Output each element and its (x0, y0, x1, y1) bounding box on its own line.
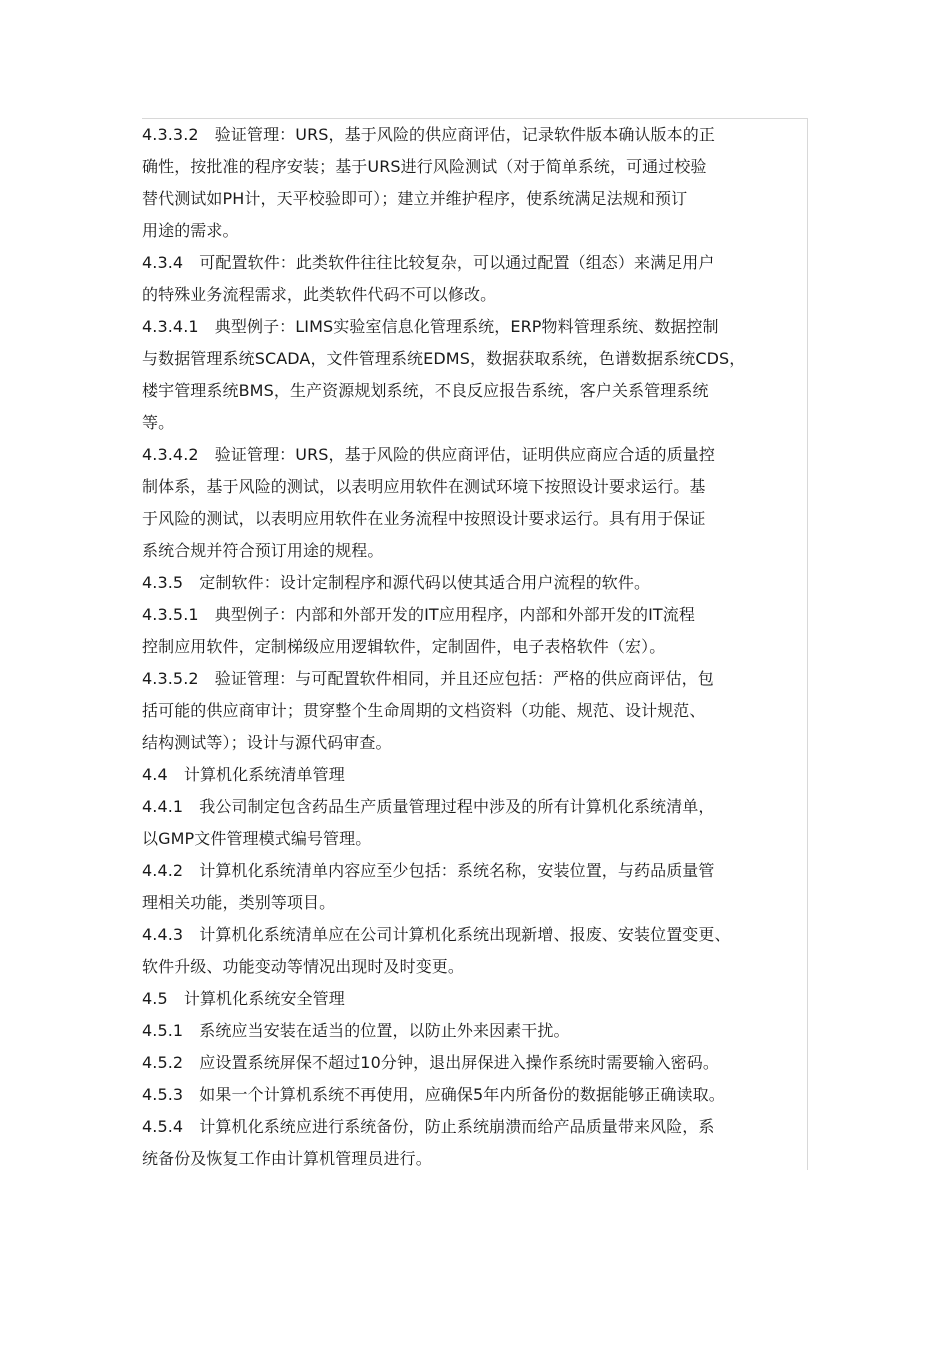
text-line: 4.5.4 计算机化系统应进行系统备份，防止系统崩溃而给产品质量带来风险，系 (142, 1117, 715, 1136)
paragraph-4-5-1 (142, 1015, 807, 1047)
text-line: 控制应用软件，定制梯级应用逻辑软件，定制固件，电子表格软件（宏）。 (142, 637, 666, 656)
text-line: 与数据管理系统SCADA，文件管理系统EDMS，数据获取系统，色谱数据系统CDS， (142, 349, 746, 368)
paragraph-4-4 (142, 759, 807, 791)
paragraph-4-5-4 (142, 1111, 807, 1175)
text-line: 4.3.4.1 典型例子：LIMS实验室信息化管理系统，ERP物料管理系统、数据控制 (142, 317, 719, 336)
text-line: 于风险的测试，以表明应用软件在业务流程中按照设计要求运行。具有用于保证 (142, 509, 706, 528)
text-line: 4.3.5 定制软件：设计定制程序和源代码以使其适合用户流程的软件。 (142, 573, 651, 592)
text-line: 4.5.3 如果一个计算机系统不再使用，应确保5年内所备份的数据能够正确读取。 (142, 1085, 725, 1104)
text-line: 统备份及恢复工作由计算机管理员进行。 (142, 1149, 432, 1168)
text-line: 4.5.2 应设置系统屏保不超过10分钟，退出屏保进入操作系统时需要输入密码。 (142, 1053, 719, 1072)
text-line: 4.4.2 计算机化系统清单内容应至少包括：系统名称，安装位置，与药品质量管 (142, 861, 715, 880)
text-line: 4.3.4.2 验证管理：URS，基于风险的供应商评估，证明供应商应合适的质量控 (142, 445, 715, 464)
document-body (142, 118, 808, 1170)
text-line: 4.3.5.2 验证管理：与可配置软件相同，并且还应包括：严格的供应商评估，包 (142, 669, 714, 688)
paragraph-4-5-3 (142, 1079, 807, 1111)
text-line: 软件升级、功能变动等情况出现时及时变更。 (142, 957, 465, 976)
text-line: 等。 (142, 413, 175, 432)
text-line: 4.3.3.2 验证管理：URS，基于风险的供应商评估，记录软件版本确认版本的正 (142, 125, 715, 144)
text-line: 4.5.1 系统应当安装在适当的位置，以防止外来因素干扰。 (142, 1021, 570, 1040)
text-line: 4.4.3 计算机化系统清单应在公司计算机化系统出现新增、报废、安装位置变更、 (142, 925, 731, 944)
text-line: 理相关功能，类别等项目。 (142, 893, 336, 912)
text-line: 括可能的供应商审计；贯穿整个生命周期的文档资料（功能、规范、设计规范、 (142, 701, 706, 720)
text-line: 4.5 计算机化系统安全管理 (142, 989, 345, 1008)
text-line: 4.4.1 我公司制定包含药品生产质量管理过程中涉及的所有计算机化系统清单， (142, 797, 715, 816)
text-line: 4.4 计算机化系统清单管理 (142, 765, 345, 784)
paragraph-4-3-5 (142, 567, 807, 599)
text-line: 系统合规并符合预订用途的规程。 (142, 541, 384, 560)
text-line: 替代测试如PH计，天平校验即可）；建立并维护程序，使系统满足法规和预订 (142, 189, 688, 208)
text-line: 4.3.4 可配置软件：此类软件往往比较复杂，可以通过配置（组态）来满足用户 (142, 253, 715, 272)
paragraph-4-5-2 (142, 1047, 807, 1079)
paragraph-4-4-1 (142, 791, 807, 855)
paragraph-4-3-5-1 (142, 599, 807, 663)
paragraph-4-5 (142, 983, 807, 1015)
text-line: 结构测试等）；设计与源代码审查。 (142, 733, 392, 752)
paragraph-4-3-4 (142, 247, 807, 311)
paragraph-4-3-4-1 (142, 311, 807, 439)
text-line: 用途的需求。 (142, 221, 239, 240)
text-line: 制体系，基于风险的测试，以表明应用软件在测试环境下按照设计要求运行。基 (142, 477, 706, 496)
paragraph-4-3-4-2 (142, 439, 807, 567)
text-line: 确性，按批准的程序安装；基于URS进行风险测试（对于简单系统，可通过校验 (142, 157, 707, 176)
text-line: 4.3.5.1 典型例子：内部和外部开发的IT应用程序，内部和外部开发的IT流程 (142, 605, 695, 624)
paragraph-4-4-3 (142, 919, 807, 983)
text-line: 楼宇管理系统BMS，生产资源规划系统，不良反应报告系统，客户关系管理系统 (142, 381, 709, 400)
paragraph-4-3-5-2 (142, 663, 807, 759)
text-line: 的特殊业务流程需求，此类软件代码不可以修改。 (142, 285, 497, 304)
text-line: 以GMP文件管理模式编号管理。 (142, 829, 372, 848)
paragraph-4-4-2 (142, 855, 807, 919)
paragraph-4-3-3-2 (142, 119, 807, 247)
